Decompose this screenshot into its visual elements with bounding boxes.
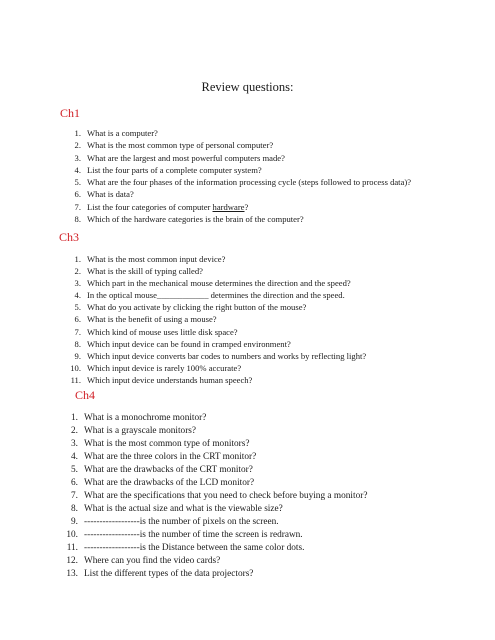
question-item [74, 265, 366, 277]
question-item [71, 503, 367, 516]
question-item [74, 139, 411, 151]
hardware-link[interactable]: hardware [212, 201, 245, 212]
question-text: What is the actual size and what is the viewable size? [84, 504, 283, 514]
question-number: 5. [74, 177, 81, 188]
section-heading-ch1: Ch1 [60, 106, 81, 120]
question-text: ------------------is the Distance between the same color dots. [84, 543, 305, 553]
question-number: 2. [74, 140, 81, 151]
question-number: 8. [71, 504, 78, 514]
question-text: What are the specifications that you need to check before buying a monitor? [84, 491, 368, 501]
question-number: 11. [70, 374, 81, 385]
question-item [71, 516, 367, 529]
question-text: Which input device understands human speech? [87, 374, 253, 385]
question-number: 7. [71, 491, 78, 501]
question-item [74, 176, 412, 188]
question-text: What is the benefit of using a mouse? [87, 314, 217, 325]
question-item [71, 451, 367, 464]
question-item [71, 477, 367, 490]
question-text: What is a monochrome monitor? [84, 413, 207, 423]
question-text: List the four parts of a complete computer system? [87, 164, 262, 175]
question-item [70, 362, 366, 374]
question-item [74, 213, 411, 225]
question-number: 8. [74, 338, 81, 349]
question-number: 7. [74, 201, 81, 212]
question-number: 4. [74, 290, 81, 301]
question-text: What is the most common type of monitors? [84, 439, 250, 449]
question-number: 3. [74, 278, 81, 289]
question-text: What are the three colors in the CRT monitor? [84, 452, 257, 462]
question-text: Which input device can be found in cramped environment? [87, 338, 291, 349]
question-number: 11. [66, 543, 78, 553]
question-item [74, 289, 366, 301]
question-item [66, 568, 367, 581]
question-number: 1. [74, 254, 81, 264]
question-item [74, 350, 367, 362]
question-item [74, 338, 366, 350]
question-text: ------------------is the number of time the screen is redrawn. [84, 530, 303, 540]
question-number: 9. [74, 350, 81, 361]
question-number: 5. [71, 465, 78, 475]
question-text: Which part in the mechanical mouse determines the direction and the speed? [87, 278, 351, 289]
section-heading-ch3: Ch3 [59, 230, 80, 244]
question-item [66, 555, 367, 568]
question-number: 6. [74, 314, 81, 325]
question-text: ------------------is the number of pixels on the screen. [84, 517, 279, 527]
question-item [74, 127, 411, 139]
question-item [74, 326, 366, 338]
question-item [71, 425, 367, 438]
question-text: What are the drawbacks of the LCD monitor? [84, 478, 255, 488]
question-number: 6. [74, 189, 81, 200]
question-number: 2. [74, 266, 81, 277]
question-number: 6. [71, 478, 78, 488]
question-item [74, 152, 411, 164]
question-number: 5. [74, 302, 81, 313]
question-text: What are the largest and most powerful computers made? [87, 152, 285, 163]
ch3-question-list [70, 253, 367, 386]
question-item [74, 253, 366, 265]
question-item [74, 164, 411, 176]
question-item [74, 301, 366, 313]
question-item [74, 313, 366, 325]
question-text: List the four categories of computer [87, 201, 213, 212]
question-item [66, 542, 367, 555]
question-item [74, 188, 411, 200]
ch1-question-list [74, 127, 412, 225]
question-text: List the different types of the data projectors? [84, 569, 254, 579]
question-number: 12. [66, 556, 78, 566]
question-text: Which input device converts bar codes to numbers and works by reflecting light? [87, 350, 367, 361]
page-title: Review questions: [201, 80, 294, 94]
question-text: Which of the hardware categories is the brain of the computer? [87, 214, 304, 225]
question-text: Where can you find the video cards? [84, 556, 221, 566]
question-text: What do you activate by clicking the right button of the mouse? [87, 302, 307, 313]
question-number: 13. [66, 569, 78, 579]
question-item [71, 464, 367, 477]
question-text-end: ? [244, 201, 249, 212]
question-number: 9. [71, 517, 78, 527]
question-number: 1. [71, 413, 78, 423]
question-text: In the optical mouse____________ determines the direction and the speed. [87, 290, 345, 301]
question-item [74, 201, 411, 213]
question-number: 3. [71, 439, 78, 449]
question-item [66, 529, 367, 542]
ch4-question-list [66, 412, 368, 581]
question-number: 2. [71, 426, 78, 436]
question-text: Which input device is rarely 100% accurate? [87, 362, 242, 373]
question-number: 3. [74, 152, 81, 163]
question-text: What is data? [87, 189, 134, 200]
question-text: What are the drawbacks of the CRT monitor? [84, 465, 253, 475]
question-item [74, 277, 366, 289]
question-item [71, 438, 367, 451]
question-text: What are the four phases of the information processing cycle (steps followed to process data)? [87, 177, 412, 188]
question-number: 4. [71, 452, 78, 462]
question-item [70, 374, 366, 386]
question-number: 1. [74, 128, 81, 138]
question-number: 10. [66, 530, 78, 540]
question-text: What is a computer? [87, 128, 158, 138]
question-number: 7. [74, 326, 81, 337]
question-text: What is the skill of typing called? [87, 266, 203, 277]
question-text: What is the most common input device? [87, 254, 226, 264]
question-number: 10. [70, 362, 81, 373]
question-number: 8. [74, 214, 81, 225]
question-item [71, 412, 367, 425]
section-heading-ch4: Ch4 [75, 388, 96, 402]
question-number: 4. [74, 164, 81, 175]
question-text: What is a grayscale monitors? [84, 426, 197, 436]
question-text: Which kind of mouse uses little disk space? [87, 326, 238, 337]
question-text: What is the most common type of personal computer? [87, 140, 274, 151]
question-item [71, 490, 368, 503]
